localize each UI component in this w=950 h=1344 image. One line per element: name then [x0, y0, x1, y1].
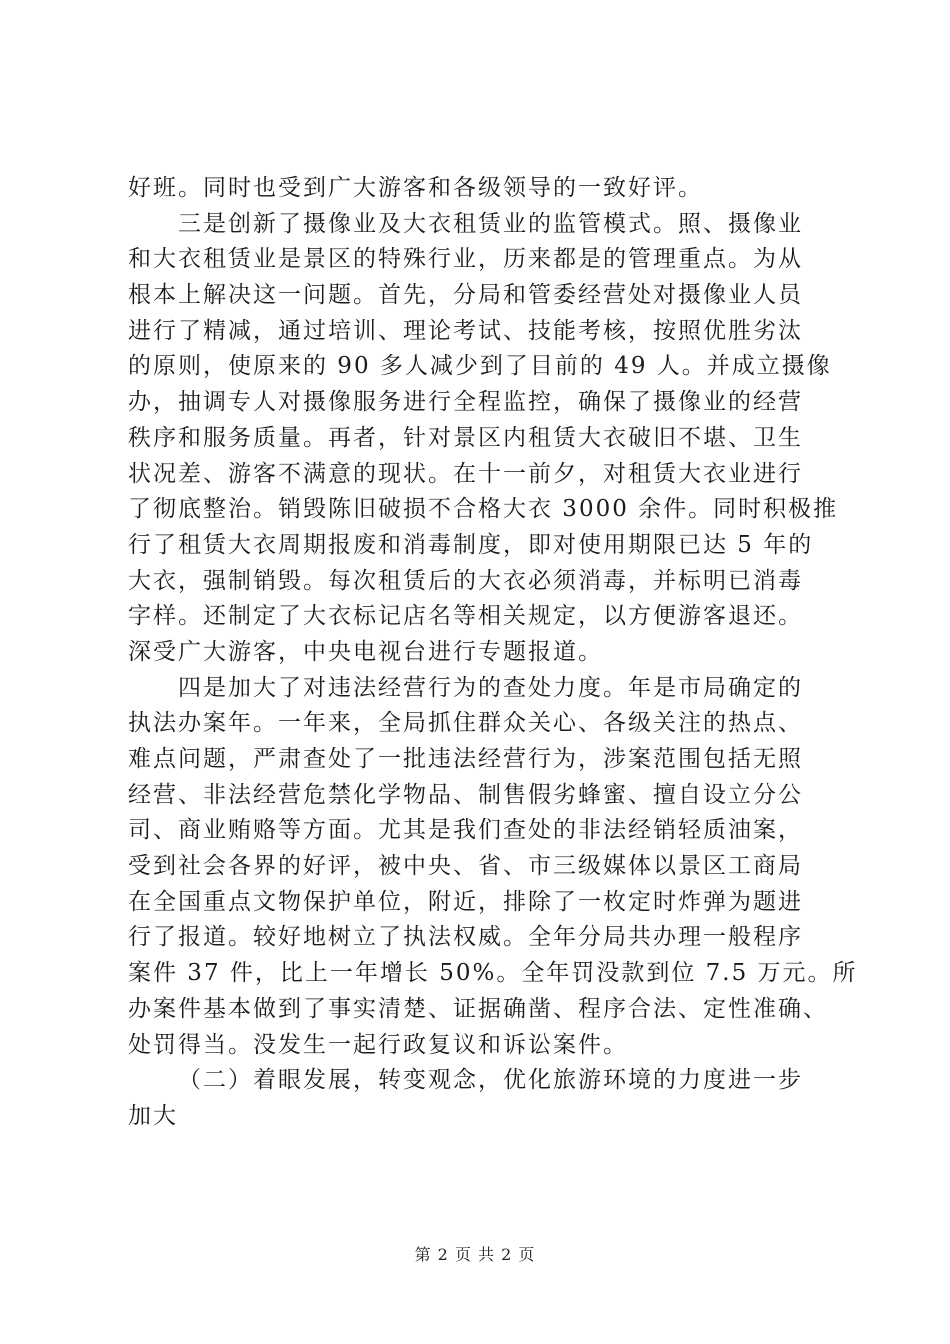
- text-line: 四是加大了对违法经营行为的查处力度。年是市局确定的: [178, 674, 803, 701]
- text-line: 和大衣租赁业是景区的特殊行业，历来都是的管理重点。为从: [128, 246, 803, 273]
- text-line: 字样。还制定了大衣标记店名等相关规定，以方便游客退还。: [128, 603, 803, 630]
- text-line: 行了租赁大衣周期报废和消毒制度，即对使用期限已达 5 年的: [128, 531, 814, 558]
- text-line: 在全国重点文物保护单位，附近，排除了一枚定时炸弹为题进: [128, 888, 803, 915]
- text-line: 好班。同时也受到广大游客和各级领导的一致好评。: [128, 175, 703, 201]
- text-line: 秩序和服务质量。再者，针对景区内租赁大衣破旧不堪、卫生: [128, 424, 803, 451]
- text-line: 加大: [128, 1102, 178, 1129]
- text-line: （二）着眼发展，转变观念，优化旅游环境的力度进一步: [178, 1067, 803, 1094]
- text-line: 难点问题，严肃查处了一批违法经营行为，涉案范围包括无照: [128, 746, 803, 772]
- text-line: 办，抽调专人对摄像服务进行全程监控，确保了摄像业的经营: [128, 389, 803, 416]
- text-line: 进行了精减，通过培训、理论考试、技能考核，按照优胜劣汰: [128, 317, 803, 344]
- text-line: 大衣，强制销毁。每次租赁后的大衣必须消毒，并标明已消毒: [128, 567, 803, 594]
- text-line: 三是创新了摄像业及大衣租赁业的监管模式。照、摄像业: [178, 210, 803, 237]
- text-line: 的原则，使原来的 90 多人减少到了目前的 49 人。并成立摄像: [128, 353, 832, 380]
- text-line: 受到社会各界的好评，被中央、省、市三级媒体以景区工商局: [128, 853, 803, 880]
- document-body: [128, 171, 888, 1135]
- page-footer: 第 2 页 共 2 页: [414, 1245, 536, 1264]
- text-line: 深受广大游客，中央电视台进行专题报道。: [128, 638, 603, 665]
- text-line: 案件 37 件，比上一年增长 50%。全年罚没款到位 7.5 万元。所: [128, 960, 858, 987]
- text-line: 了彻底整治。销毁陈旧破损不合格大衣 3000 余件。同时积极推: [128, 496, 839, 523]
- text-line: 司、商业贿赂等方面。尤其是我们查处的非法经销轻质油案，: [128, 817, 803, 844]
- text-line: 处罚得当。没发生一起行政复议和诉讼案件。: [128, 1031, 628, 1058]
- text-line: 状况差、游客不满意的现状。在十一前夕，对租赁大衣业进行: [128, 460, 803, 487]
- text-line: 办案件基本做到了事实清楚、证据确凿、程序合法、定性准确、: [128, 995, 828, 1022]
- text-line: 经营、非法经营危禁化学物品、制售假劣蜂蜜、擅自设立分公: [128, 781, 803, 808]
- text-line: 根本上解决这一问题。首先，分局和管委经营处对摄像业人员: [128, 282, 803, 309]
- text-line: 执法办案年。一年来，全局抓住群众关心、各级关注的热点、: [128, 710, 803, 737]
- text-line: 行了报道。较好地树立了执法权威。全年分局共办理一般程序: [128, 924, 803, 951]
